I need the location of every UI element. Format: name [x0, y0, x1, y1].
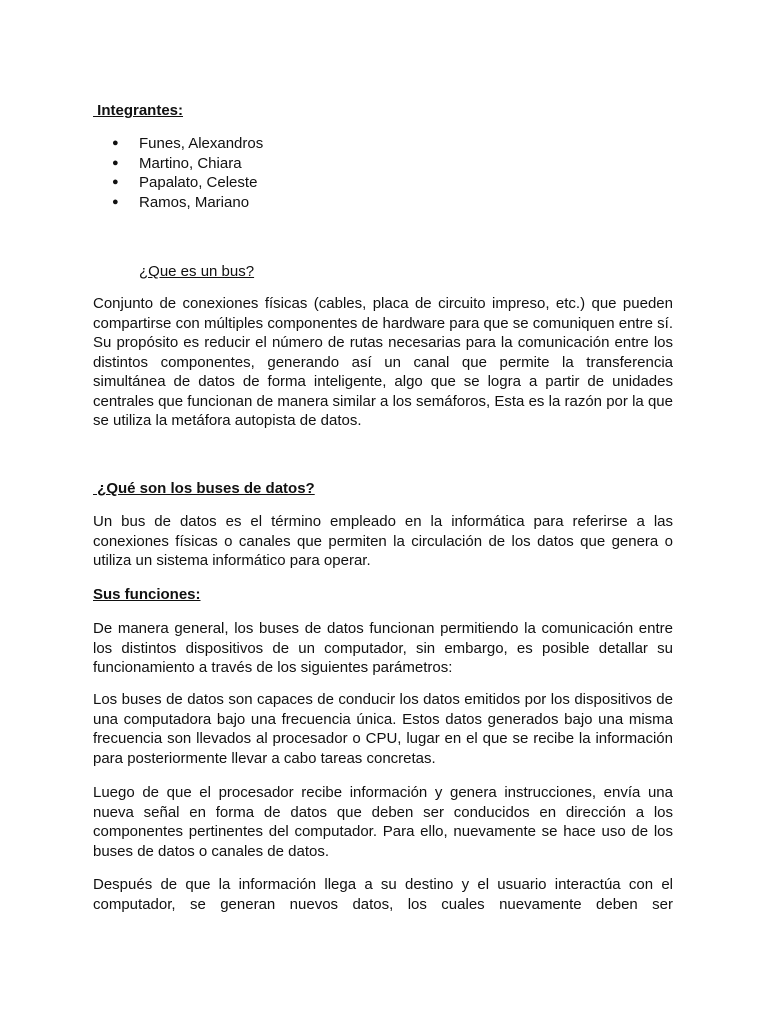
list-item: ● Martino, Chiara: [112, 154, 263, 174]
functions-paragraph-2: Los buses de datos son capaces de conducir los datos emitidos por los dispositivos de una computadora bajo una frecuencia única. Estos datos generados bajo una misma frecuencia son llevados al procesador o CPU, lugar en el que se recibe la información para posteriormente llevar a cabo tareas concretas.: [93, 691, 673, 767]
functions-paragraph-3: Luego de que el procesador recibe información y genera instrucciones, envía una nueva señal en forma de datos que deben ser conducidos en dirección a los componentes pertinentes del computador. Para ello, nuevamente se hace uso de los buses de datos o canales de datos.: [93, 784, 673, 860]
data-bus-paragraph: Un bus de datos es el término empleado en la informática para referirse a las conexiones físicas o canales que permiten la circulación de los datos que genera o utiliza un sistema informático para operar.: [93, 513, 673, 569]
list-item: ● Funes, Alexandros: [112, 134, 263, 154]
functions-heading: Sus funciones:: [93, 586, 201, 603]
list-item: ● Ramos, Mariano: [112, 193, 263, 213]
members-list: [112, 134, 263, 212]
data-bus-heading: ¿Qué son los buses de datos?: [93, 480, 315, 497]
functions-paragraph-4: Después de que la información llega a su destino y el usuario interactúa con el computador, se generan nuevos datos, los cuales nuevamente deben ser: [93, 876, 673, 913]
bus-definition-paragraph: Conjunto de conexiones físicas (cables, placa de circuito impreso, etc.) que pueden compartirse con múltiples componentes de hardware para que se comuniquen entre sí. Su propósito es reducir el número de rutas necesarias para la comunicación entre los distintos componentes, generando así un canal que permite la transferencia simultánea de datos de forma inteligente, algo que se logra a partir de unidades centrales que funcionan de manera similar a los semáforos, Esta es la razón por la que se utiliza la metáfora autopista de datos.: [93, 295, 673, 429]
functions-paragraph-1: De manera general, los buses de datos funcionan permitiendo la comunicación entre los distintos dispositivos de un computador, sin embargo, es posible detallar su funcionamiento a través de los siguientes parámetros:: [93, 620, 673, 676]
integrantes-heading: Integrantes:: [93, 102, 184, 119]
bus-question-heading: ¿Que es un bus?: [139, 263, 255, 280]
list-item: ● Papalato, Celeste: [112, 173, 263, 193]
